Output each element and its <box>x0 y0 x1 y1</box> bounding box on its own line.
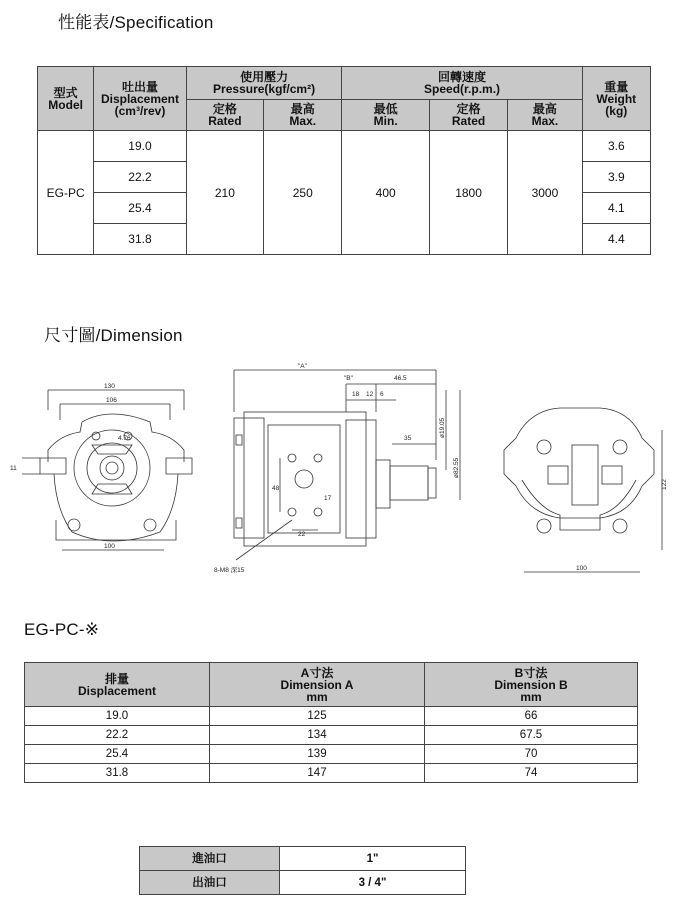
disp-cell: 22.2 <box>94 162 186 193</box>
speed-min-cell: 400 <box>342 131 429 255</box>
dim-35: 35 <box>404 435 412 442</box>
inlet-row <box>140 847 466 871</box>
dim-17: 17 <box>324 495 332 502</box>
spec-table <box>37 66 651 255</box>
dim-100-front: 100 <box>104 543 115 550</box>
dim-key: 4.76 <box>118 435 131 442</box>
col-disp: 排量 Displacement <box>25 663 210 707</box>
col-pressure-max: 最高 Max. <box>264 100 342 131</box>
table-row: 25.4 139 70 <box>25 745 638 764</box>
dimension-title: 尺寸圖/Dimension <box>44 326 183 345</box>
dim-note: 8-M8 深15 <box>214 567 245 574</box>
col-weight: 重量 Weight (kg) <box>582 67 650 131</box>
disp-cell: 25.4 <box>94 193 186 224</box>
dim-6: 6 <box>380 391 384 398</box>
pressure-rated-cell: 210 <box>186 131 263 255</box>
table-row: 31.8 147 74 <box>25 764 638 783</box>
table-row: 19.0 125 66 <box>25 707 638 726</box>
port-table <box>139 846 466 895</box>
outlet-label: 出油口 <box>140 871 280 895</box>
dimension-drawing <box>0 350 679 590</box>
col-speed-max: 最高 Max. <box>508 100 582 131</box>
dim-pilot: ø82.55 <box>453 457 460 478</box>
col-displacement: 吐出量 Displacement (cm³/rev) <box>94 67 186 131</box>
weight-cell: 4.1 <box>582 193 650 224</box>
side-view <box>234 370 460 560</box>
col-dim-b: B寸法 Dimension B mm <box>425 663 638 707</box>
inlet-value: 1" <box>280 847 466 871</box>
inlet-label: 進油口 <box>140 847 280 871</box>
col-pressure: 使用壓力 Pressure(kgf/cm²) <box>186 67 342 100</box>
col-speed-rated: 定格 Rated <box>429 100 507 131</box>
dim-22: 22 <box>298 531 306 538</box>
dim-12: 12 <box>366 391 374 398</box>
pressure-max-cell: 250 <box>264 131 342 255</box>
weight-cell: 3.9 <box>582 162 650 193</box>
disp-cell: 19.0 <box>94 131 186 162</box>
series-title: EG-PC-※ <box>24 620 100 639</box>
speed-max-cell: 3000 <box>508 131 582 255</box>
dim-shaft: ø19.05 <box>439 417 446 438</box>
spec-title: 性能表/Specification <box>58 13 214 32</box>
model-cell: EG-PC <box>38 131 94 255</box>
dim-a: "A" <box>298 363 307 370</box>
dim-122: 122 <box>661 479 668 490</box>
dim-11: 11 <box>10 465 17 472</box>
dim-b: "B" <box>344 375 353 382</box>
dimension-table <box>24 662 638 783</box>
col-model: 型式 Model <box>38 67 94 131</box>
front-view <box>22 390 192 550</box>
dim-46-5: 46.5 <box>394 375 407 382</box>
dim-100-rear: 100 <box>576 565 587 572</box>
speed-rated-cell: 1800 <box>429 131 507 255</box>
col-pressure-rated: 定格 Rated <box>186 100 263 131</box>
dim-48: 48 <box>272 485 280 492</box>
col-speed: 回轉速度 Speed(r.p.m.) <box>342 67 582 100</box>
col-speed-min: 最低 Min. <box>342 100 429 131</box>
table-row: 22.2 134 67.5 <box>25 726 638 745</box>
outlet-row <box>140 871 466 895</box>
dim-18: 18 <box>352 391 360 398</box>
weight-cell: 4.4 <box>582 224 650 255</box>
col-dim-a: A寸法 Dimension A mm <box>210 663 425 707</box>
rear-view <box>504 408 662 572</box>
dim-106: 106 <box>106 397 117 404</box>
weight-cell: 3.6 <box>582 131 650 162</box>
outlet-value: 3 / 4" <box>280 871 466 895</box>
dim-130: 130 <box>104 383 115 390</box>
disp-cell: 31.8 <box>94 224 186 255</box>
